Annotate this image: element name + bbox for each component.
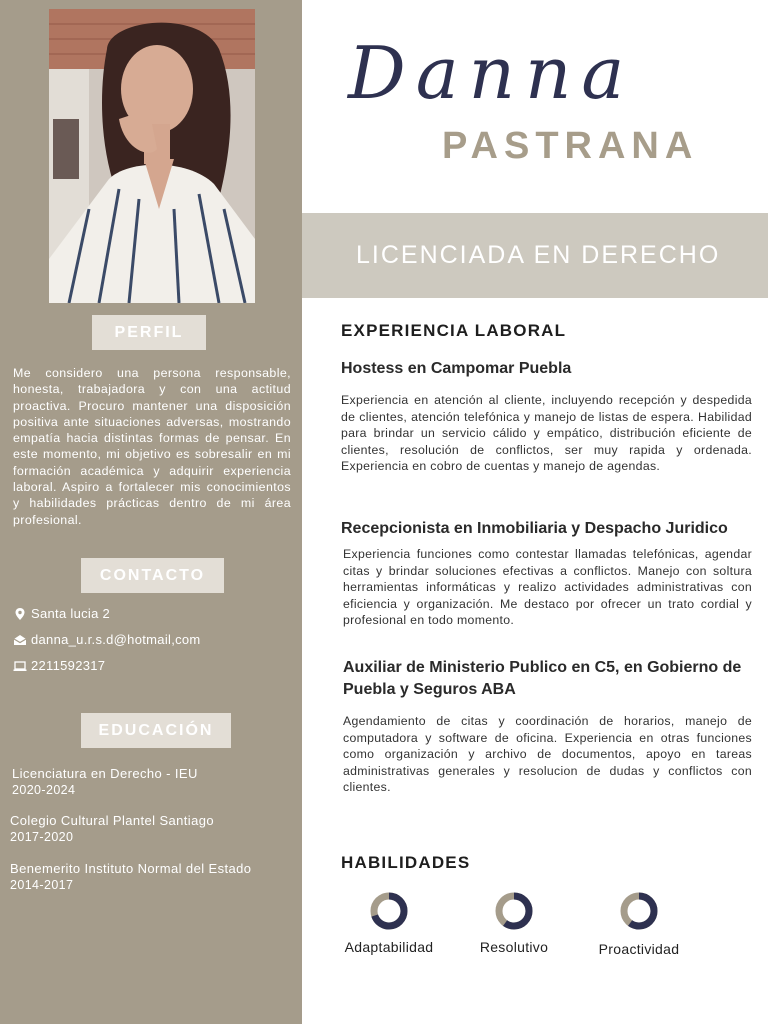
education-school: Benemerito Instituto Normal del Estado <box>10 861 252 876</box>
sidebar <box>0 0 302 1024</box>
professional-title: LICENCIADA EN DERECHO <box>356 241 721 269</box>
envelope-icon <box>13 633 27 647</box>
habilidades-heading: HABILIDADES <box>341 853 471 872</box>
job-description: Agendamiento de citas y coordinación de horarios, manejo de computadora y software de oficina. Experiencia en otras funciones como organización y archivo de documentos, apoyo en tareas administrativas generales y resolucion de dudas y conflictos con clientes. <box>343 714 752 795</box>
job-title: Auxiliar de Ministerio Publico en C5, en Gobierno de Puebla y Seguros ABA <box>343 659 742 698</box>
skill-item <box>476 891 552 955</box>
contacto-heading: CONTACTO <box>81 558 224 593</box>
profile-photo-image <box>49 9 255 303</box>
perfil-text: Me considero una persona responsable, honesta, trabajadora y con una actitud proactiva. Procuro mantener una disposición positiva ante situaciones adversas, mostrando empatía hacia distintas formas de pensar. En este momento, mi objetivo es sobresalir en mi formación académica y adquirir experiencia laboral. Aspiro a fortalecer mis conocimientos y habilidades prácticas dentro de mi área profesional. <box>13 366 291 527</box>
first-name-script <box>346 18 646 118</box>
perfil-heading: PERFIL <box>92 315 206 350</box>
contact-email-text[interactable]: danna_u.r.s.d@hotmail,com <box>31 632 201 647</box>
education-school: Colegio Cultural Plantel Santiago <box>10 813 214 828</box>
contact-phone <box>13 658 105 673</box>
contact-address <box>13 606 110 621</box>
skill-label: Proactividad <box>598 941 680 957</box>
education-item <box>10 861 251 893</box>
education-item <box>10 813 214 845</box>
job-title: Hostess en Campomar Puebla <box>341 360 572 377</box>
contact-phone-text: 2211592317 <box>31 658 106 673</box>
educacion-heading: EDUCACIÓN <box>81 713 231 748</box>
last-name: PASTRANA <box>442 125 699 167</box>
job-description: Experiencia funciones como contestar llamadas telefónicas, agendar citas y brindar soluciones efectivas a conflictos. Manejo con soltura herramientas informáticas y realizo actividades administrativas con eficiencia y organización. Me destaco por ofrecer un trato cordial y profesional en todo momento. <box>343 547 752 628</box>
title-band <box>302 213 768 298</box>
contact-address-text: Santa lucia 2 <box>31 606 111 621</box>
skill-item <box>595 891 683 957</box>
job-title: Recepcionista en Inmobiliaria y Despacho Juridico <box>341 520 728 537</box>
laptop-icon <box>13 659 27 673</box>
skill-label: Resolutivo <box>479 939 549 955</box>
education-years: 2014-2017 <box>10 878 74 892</box>
experiencia-heading: EXPERIENCIA LABORAL <box>341 321 567 340</box>
education-years: 2017-2020 <box>10 830 74 844</box>
contact-email[interactable] <box>13 632 201 647</box>
skill-ring <box>369 891 409 931</box>
location-pin-icon <box>13 607 27 621</box>
skill-item <box>341 891 437 955</box>
profile-photo <box>49 9 255 303</box>
education-school: Licenciatura en Derecho - IEU <box>12 766 198 781</box>
skill-ring <box>494 891 534 931</box>
skill-ring <box>619 891 659 931</box>
first-name-text: Danna <box>348 31 635 115</box>
skill-label: Adaptabilidad <box>344 939 434 955</box>
education-years: 2020-2024 <box>12 783 76 797</box>
education-item <box>12 766 198 798</box>
job-description: Experiencia en atención al cliente, incluyendo recepción y despedida de clientes, atención telefónica y manejo de listas de espera. Habilidad para brindar un servicio cálido y empático, distribución eficiente de clientes, resolución de conflictos, ser muy rapida y ordenada. Experiencia en cobro de cuentas y manejo de agendas. <box>341 393 752 474</box>
